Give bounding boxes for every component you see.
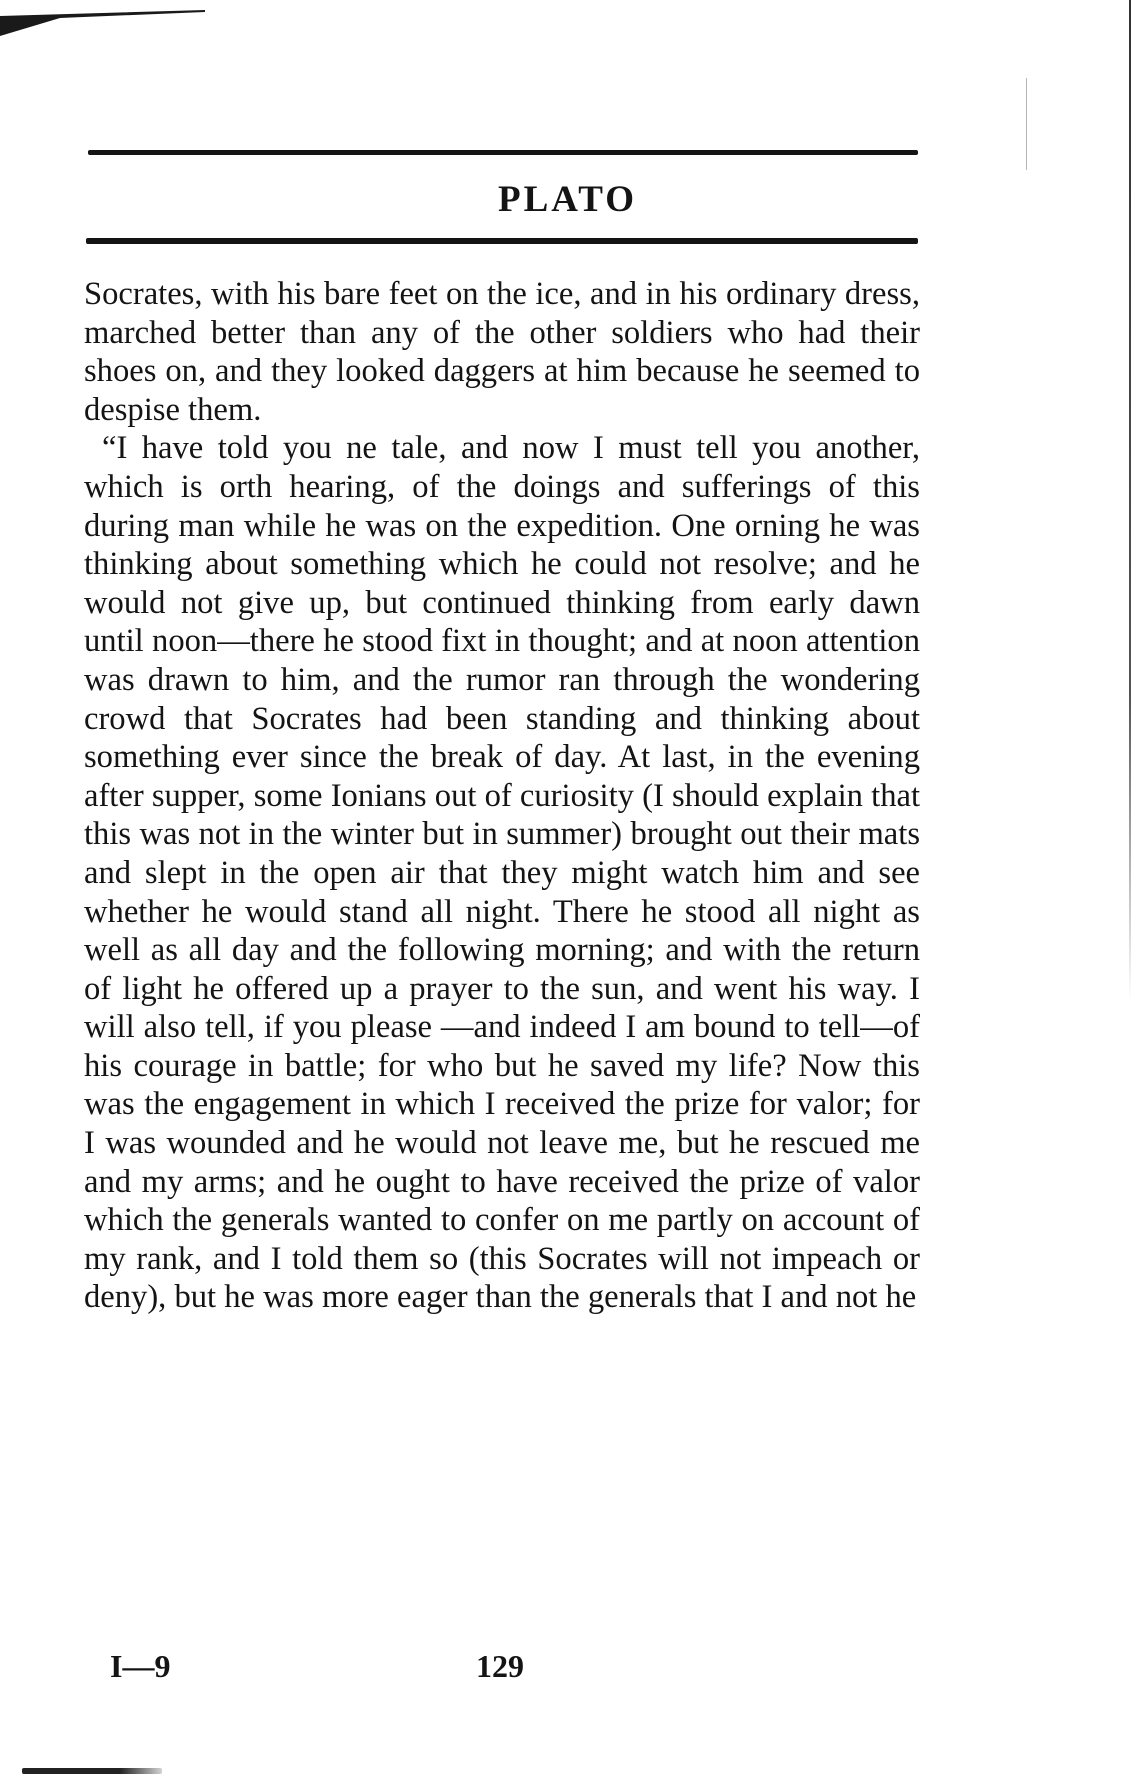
header-rule-bottom bbox=[86, 238, 918, 244]
paragraph-1: Socrates, with his bare feet on the ice, and in his ordinary dress, marched better than any of the other soldiers who had their shoes on, and they looked daggers at him because he seemed to despise them. bbox=[84, 276, 920, 428]
header-rule-top bbox=[88, 150, 918, 155]
scan-edge-mark-bottom bbox=[22, 1768, 162, 1774]
scan-artifact-line bbox=[1026, 78, 1027, 170]
body-text bbox=[84, 275, 920, 1317]
scan-edge-line bbox=[1129, 0, 1131, 1000]
signature-mark: I—9 bbox=[110, 1648, 171, 1684]
page-number: 129 bbox=[476, 1648, 524, 1684]
scan-edge-mark bbox=[0, 6, 205, 36]
running-head-title: PLATO bbox=[497, 179, 638, 220]
paragraph-2: “I have told you ne tale, and now I must tell you another, which is orth hearing, of the doings and sufferings of this during man while he was on the expedition. One orning he was thinking about something which he could not resolve; and he would not give up, but continued thinking from early dawn until noon—there he stood fixt in thought; and at noon attention was drawn to him, and the rumor ran through the wondering crowd that Socrates had been standing and thinking about something ever since the break of day. At last, in the evening after supper, some Ionians out of curiosity (I should explain that this was not in the winter but in summer) brought out their mats and slept in the open air that they might watch him and see whether he would stand all night. There he stood all night as well as all day and the following morning; and with the return of light he offered up a prayer to the sun, and went his way. I will also tell, if you please —and indeed I am bound to tell—of his courage in battle; for who but he saved my life? Now this was the engagement in which I received the prize for valor; for I was wounded and he would not leave me, but he rescued me and my arms; and he ought to have received the prize of valor which the generals wanted to confer on me partly on account of my rank, and I told them so (this Socrates will not impeach or deny), but he was more eager than the generals that I and not he bbox=[84, 430, 920, 1316]
